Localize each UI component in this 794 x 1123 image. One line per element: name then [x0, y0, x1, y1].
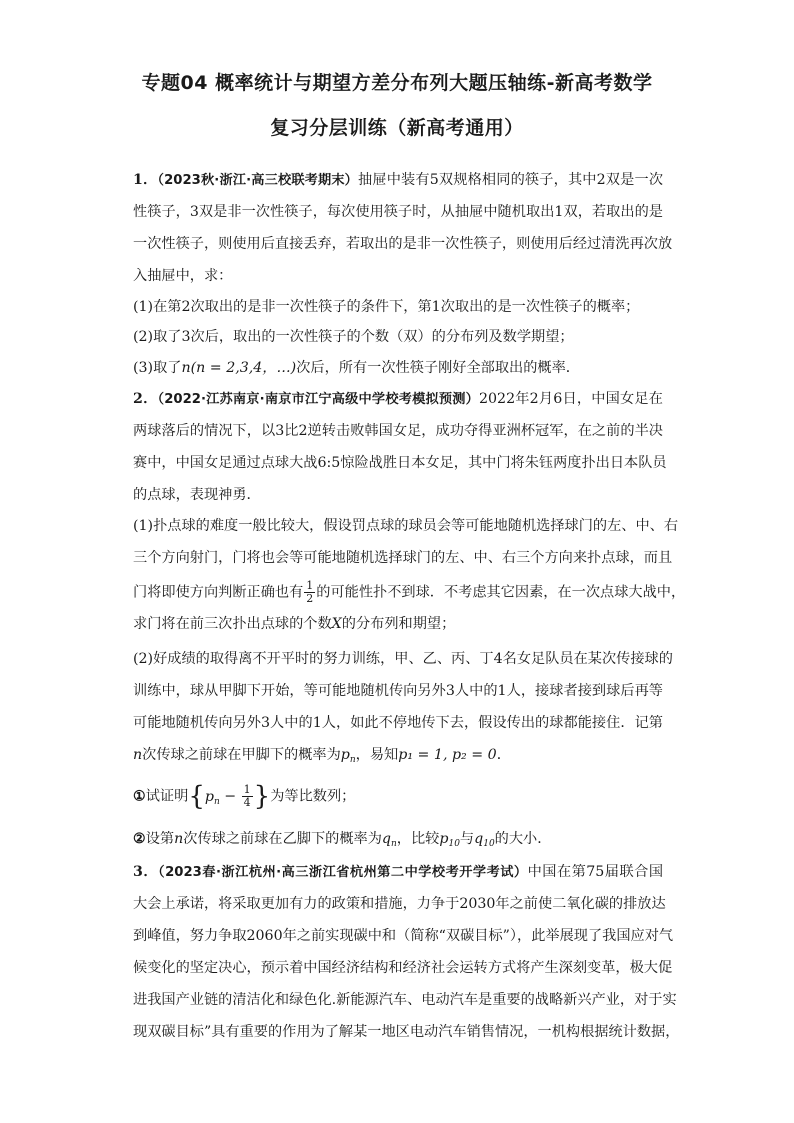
q1-part3-math: n(n = 2,3,4，…)	[181, 360, 297, 376]
quarter-fraction	[242, 784, 253, 809]
q2-sub1-line2: 三个方向射门，门将也会等可能地随机选择球门的左、中、右三个方向来扑点球，而且	[133, 550, 673, 566]
q-n-symbol: $q_n$	[381, 831, 397, 849]
q3-line1	[133, 862, 663, 883]
document-title-line1: 专题04 概率统计与期望方差分布列大题压轴练-新高考数学	[141, 72, 653, 94]
half-fraction	[304, 580, 315, 605]
q1-line2: 性筷子，3双是非一次性筷子，每次使用筷子时，从抽屉中随机取出1双，若取出的是	[133, 204, 663, 220]
q2-sub2-line2: 训练中，球从甲脚下开始，等可能地随机传向另外3人中的1人，接球者接到球后再等	[133, 683, 663, 699]
q3-source: （2023春·浙江杭州·高三浙江省杭州第二中学校考开学考试）	[158, 865, 528, 880]
q2-line4: 的点球，表现神勇．	[133, 487, 261, 503]
variable-n: n	[133, 747, 143, 763]
q2-line1	[133, 389, 663, 410]
q1-part2: (2)取了3次后，取出的一次性筷子的个数（双）的分布列及数学期望；	[133, 329, 574, 345]
q1-part3	[133, 358, 663, 378]
circled-1-marker: ①	[133, 788, 146, 805]
q1-part3-a: (3)取了	[133, 360, 182, 376]
q3-line4: 候变化的坚定决心，预示着中国经济结构和经济社会运转方式将产生深刻变革，极大促	[133, 960, 673, 976]
q1-line3: 一次性筷子，则使用后直接丢弃，若取出的是非一次性筷子，则使用后经过清洗再次放	[133, 236, 673, 252]
q3-line5: 进我国产业链的清洁化和绿色化.新能源汽车、电动汽车是重要的战略新兴产业，对于实	[133, 992, 677, 1008]
q2-claim2	[133, 829, 663, 854]
left-brace: {	[188, 781, 205, 812]
document-title-line2: 复习分层训练（新高考通用）	[270, 117, 524, 139]
q2-claim2-a: 设第	[145, 831, 175, 847]
fraction-numerator: 1	[306, 579, 314, 592]
q3-line2: 大会上承诺，将采取更加有力的政策和措施，力争于2030年之前使二氧化碳的排放达	[133, 896, 666, 912]
q3-line6: 现双碳目标”具有重要的作用为了解某一地区电动汽车销售情况，一机构根据统计数据，	[133, 1024, 680, 1040]
q2-sub2-line1: (2)好成绩的取得离不开平时的努力训练，甲、乙、丙、丁4名女足队员在某次传接球的	[133, 651, 673, 667]
q2-claim2-c: ，比较	[396, 831, 440, 847]
q2-sub1-line3-a: 门将即使方向判断正确也有	[133, 584, 304, 601]
quarter-denominator: 4	[243, 796, 251, 809]
q2-sub2-line4-c: ，易知	[355, 747, 399, 763]
q2-sub2-line4	[133, 745, 663, 770]
q2-sub1-line3	[133, 579, 686, 605]
p-subscript: n	[349, 755, 356, 765]
q1-source: （2023秋·浙江·高三校联考期末）	[157, 173, 359, 188]
p-letter: p	[340, 747, 350, 763]
p-n-term: $p_n$	[204, 788, 220, 807]
q2-claim1: ①试证明{$p_n$ − $\frac{1}{4}$ }为等比数列；	[133, 781, 356, 812]
q2-sub1-line1: (1)扑点球的难度一般比较大，假设罚点球的球员会等可能地随机选择球门的左、中、右	[133, 518, 679, 534]
q2-line2: 两球落后的情况下，以3比2逆转击败韩国女足，成功夺得亚洲杯冠军，在之前的半决	[133, 423, 663, 439]
variable-x: X	[331, 616, 342, 632]
p-10-symbol: $p_{10}$	[439, 831, 460, 849]
q3-text: 中国在第75届联合国	[527, 864, 664, 880]
q1-line4: 入抽屉中，求：	[133, 268, 233, 284]
q1-number: 1．	[133, 172, 158, 188]
q2-sub2-line4-e: ．	[496, 747, 511, 763]
q2-source: （2022·江苏南京·南京市江宁高级中学校考模拟预测）	[157, 392, 479, 407]
p-initial-values: p₁ = 1, p₂ = 0	[398, 747, 497, 763]
q2-claim2-d: 与	[459, 831, 475, 847]
q1-part3-b: 次后，所有一次性筷子刚好全部取出的概率．	[296, 360, 580, 376]
quarter-numerator: 1	[243, 783, 251, 796]
q1-part1: (1)在第2次取出的是非一次性筷子的条件下，第1次取出的是一次性筷子的概率；	[133, 299, 640, 315]
q3-line3: 到峰值，努力争取2060年之前实现碳中和（简称“双碳目标”），此举展现了我国应对气	[133, 928, 674, 944]
q2-claim1-a: 试证明	[145, 788, 189, 805]
q-10-symbol: $q_{10}$	[474, 831, 495, 849]
q2-claim2-b: 次传球之前球在乙脚下的概率为	[183, 831, 382, 847]
q2-text: 2022年2月6日，中国女足在	[479, 391, 663, 407]
q1-line1	[133, 170, 663, 191]
right-brace: }	[253, 781, 271, 812]
fraction-denominator: 2	[306, 592, 314, 605]
variable-n-2: n	[174, 831, 184, 847]
q2-sub2-line3: 可能地随机传向另外3人中的1人，如此不停地传下去，假设传出的球都能接住．记第	[133, 715, 663, 731]
q1-text: 抽屉中装有5双规格相同的筷子，其中2双是一次	[358, 172, 664, 188]
q2-claim2-e: 的大小．	[494, 831, 552, 847]
q2-sub1-line3-b: 的可能性扑不到球．不考虑其它因素，在一次点球大战中，	[316, 584, 686, 601]
q2-line3: 赛中，中国女足通过点球大战6:5惊险战胜日本女足，其中门将朱钰两度扑出日本队员	[133, 455, 667, 471]
q3-number: 3．	[133, 864, 159, 880]
q2-sub1-line4-b: 的分布列和期望；	[341, 616, 456, 632]
circled-2-marker: ②	[133, 831, 146, 847]
p-n-symbol	[341, 747, 356, 763]
q2-sub1-line4	[133, 614, 663, 634]
q2-number: 2．	[133, 391, 158, 407]
q2-claim1-b: 为等比数列；	[270, 788, 356, 805]
q2-sub2-line4-b: 次传球之前球在甲脚下的概率为	[142, 747, 341, 763]
q2-sub1-line4-a: 求门将在前三次扑出点球的个数	[133, 616, 332, 632]
